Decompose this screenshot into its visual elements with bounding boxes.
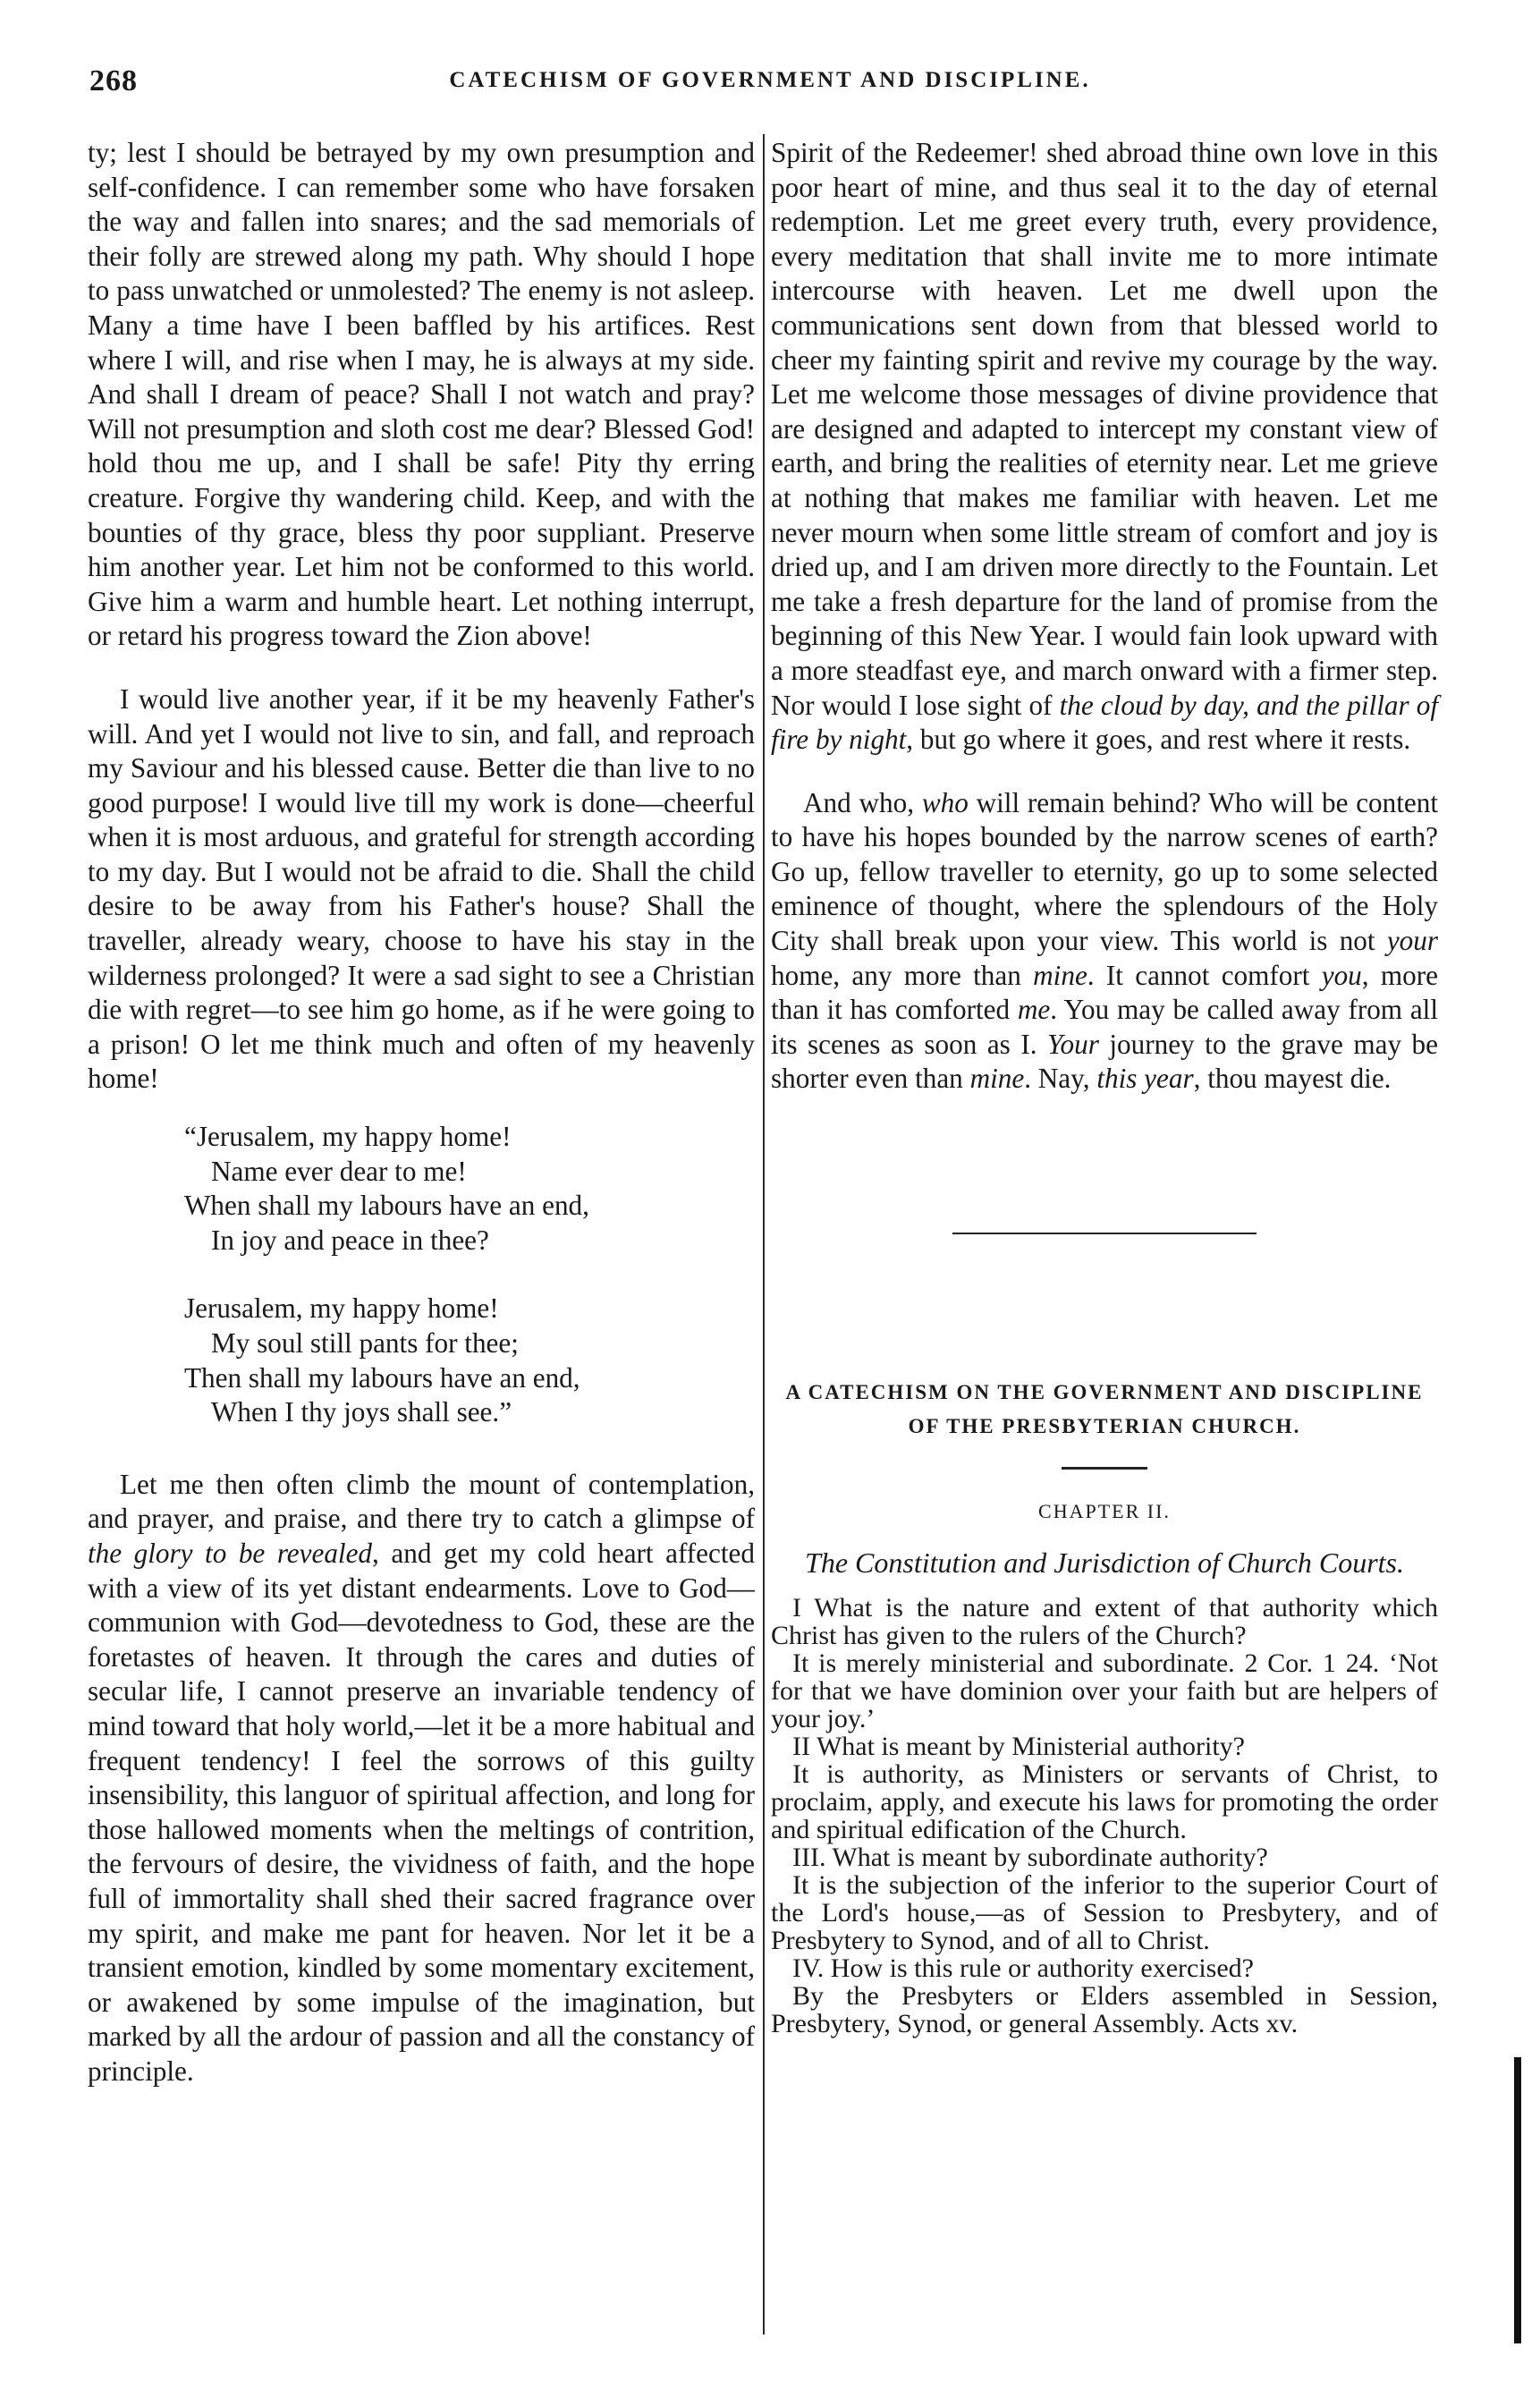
text-run: And who, [803, 786, 922, 818]
hymn-line: Jerusalem, my happy home! [184, 1292, 499, 1325]
text-run: . You may be called away from all its scenes as soon as I. [771, 994, 1439, 1060]
catechism-question: II What is meant by Ministerial authority? [792, 1732, 1245, 1762]
catechism-question: III. What is meant by subordinate authority? [792, 1843, 1268, 1873]
hymn-stanza-2 [184, 1292, 755, 1429]
catechism-question: I What is the nature and extent of that authority which Christ has given to the rulers of the Church? [771, 1593, 1438, 1651]
catechism-answer: It is authority, as Ministers or servants of Christ, to proclaim, apply, and execute his laws for promoting the order and spiritual edification of the Church. [771, 1759, 1438, 1845]
left-column [88, 136, 755, 2089]
emphasis: the glory to be revealed [88, 1537, 373, 1569]
chapter-subtitle: The Constitution and Jurisdiction of Church Courts. [805, 1546, 1404, 1579]
chapter-heading: CHAPTER II. [1038, 1500, 1171, 1523]
left-paragraph-2: I would live another year, if it be my heavenly Father's will. And yet I would not live to sin, and fall, and reproach my Saviour and his blessed cause. Better die than live to no good purpose! I would live till my work is done—cheerful when it is most arduous, and grateful for strength according to my day. But I would not be afraid to die. Shall the child desire to be away from his Father's house? Shall the traveller, already weary, choose to have his stay in the wilderness prolonged? It were a sad sight to see a Christian die with regret—to see him go home, as if he were going to a prison! O let me think much and often of my heavenly home! [88, 682, 755, 1095]
catechism-answer: It is the subjection of the inferior to the superior Court of the Lord's house,—as of Session to Presbytery, and of Presbytery to Synod, and of all to Christ. [771, 1870, 1438, 1956]
catechism-title [771, 1376, 1438, 1444]
text-run: , more than it has comforted [771, 959, 1438, 1026]
page-number: 268 [89, 64, 138, 97]
emphasis: me [1017, 994, 1051, 1026]
text-run: will remain behind? Who will be content to have his hopes bounded by the narrow scenes of earth? Go up, fellow traveller to eternity, go up to some selected eminence of thought, where the splendours of the Holy City shall break upon your view. This world is not [771, 786, 1439, 957]
catechism-title-line-2: OF THE PRESBYTERIAN CHURCH. [908, 1415, 1301, 1438]
text-run: , and get my cold heart affected with a view of its yet distant endearments. Love to God—communion with God—devotedness to God, these are the foretastes of heaven. It through the cares and duties of secular life, I cannot preserve an invariable tendency of mind toward that holy world,—let it be a more habitual and frequent tendency! I feel the sorrows of this guilty insensibility, this languor of spiritual affection, and long for those hallowed moments when the meltings of contrition, the fervours of desire, the vividness of faith, and the hope full of immortality shall shed their sacred fragrance over my spirit, and make me pant for heaven. Nor let it be a transient emotion, kindled by some momentary excitement, or awakened by some impulse of the imagination, but marked by all the ardour of passion and all the constancy of principle. [88, 1537, 755, 2087]
right-column [771, 136, 1438, 2038]
hymn-line: When I thy joys shall see.” [211, 1396, 512, 1428]
hymn-line: “Jerusalem, my happy home! [184, 1121, 512, 1153]
left-paragraph-3 [88, 1468, 755, 2089]
catechism-answer: It is merely ministerial and subordinate. 2 Cor. 1 24. ‘Not for that we have dominion over your faith but are helpers of your joy.’ [771, 1648, 1438, 1734]
emphasis: Your [1047, 1028, 1099, 1060]
text-run: . Nay, [1024, 1063, 1097, 1095]
emphasis: mine [1033, 959, 1087, 991]
hymn-line: In joy and peace in thee? [211, 1224, 489, 1256]
margin-mark [1514, 2057, 1521, 2343]
text-run: journey to the grave may be shorter even than [771, 1028, 1438, 1095]
section-rule [952, 1233, 1257, 1234]
hymn-line: When shall my labours have an end, [184, 1190, 589, 1222]
emphasis: this year [1096, 1063, 1194, 1095]
catechism-questions [771, 1594, 1438, 2038]
text-run: home, any more than [771, 959, 1034, 991]
hymn-stanza-1 [184, 1120, 755, 1258]
hymn-line: Name ever dear to me! [211, 1155, 467, 1187]
hymn-line: My soul still pants for thee; [211, 1327, 519, 1359]
running-head: CATECHISM OF GOVERNMENT AND DISCIPLINE. [449, 68, 1091, 92]
text-run: Let me then often climb the mount of contemplation, and prayer, and praise, and there try to catch a glimpse of [88, 1468, 755, 1535]
text-run: , but go where it goes, and rest where it rests. [906, 724, 1411, 756]
hymn-line: Then shall my labours have an end, [184, 1361, 580, 1394]
emphasis: the cloud by day, and the pillar of fire by night [771, 689, 1438, 756]
catechism-title-line-1: A CATECHISM ON THE GOVERNMENT AND DISCIPLINE [785, 1381, 1424, 1404]
text-run: , thou mayest die. [1193, 1063, 1392, 1095]
right-paragraph-1 [771, 136, 1438, 758]
emphasis: you [1321, 959, 1362, 991]
text-run: . It cannot comfort [1087, 959, 1322, 991]
column-divider [763, 134, 765, 2334]
short-rule [1062, 1467, 1147, 1470]
right-paragraph-2 [771, 786, 1438, 1097]
catechism-question: IV. How is this rule or authority exercised? [792, 1953, 1254, 1984]
catechism-answer: By the Presbyters or Elders assembled in Session, Presbytery, Synod, or general Assembly. Acts xv. [771, 1981, 1438, 2039]
emphasis: who [921, 786, 969, 818]
emphasis: your [1386, 925, 1438, 957]
left-paragraph-1: ty; lest I should be betrayed by my own presumption and self-confidence. I can remember some who have forsaken the way and fallen into snares; and the sad memorials of their folly are strewed along my path. Why should I hope to pass unwatched or unmolested? The enemy is not asleep. Many a time have I been baffled by his artifices. Rest where I will, and rise when I may, he is always at my side. And shall I dream of peace? Shall I not watch and pray? Will not presumption and sloth cost me dear? Blessed God! hold thou me up, and I shall be safe! Pity thy erring creature. Forgive thy wandering child. Keep, and with the bounties of thy grace, bless thy poor suppliant. Preserve him another year. Let him not be conformed to this world. Give him a warm and humble heart. Let nothing interrupt, or retard his progress toward the Zion above! [88, 137, 755, 652]
hymn-quotation [184, 1120, 755, 1430]
emphasis: mine [969, 1063, 1025, 1095]
text-run: Spirit of the Redeemer! shed abroad thine own love in this poor heart of mine, and thus seal it to the day of eternal redemption. Let me greet every truth, every providence, every meditation that shall invite me to more intimate intercourse with heaven. Let me dwell upon the communications sent down from that blessed world to cheer my fainting spirit and revive my courage by the way. Let me welcome those messages of divine providence that are designed and adapted to intercept my constant view of earth, and bring the realities of eternity near. Let me grieve at nothing that makes me familiar with heaven. Let me never mourn when some little stream of comfort and joy is dried up, and I am driven more directly to the Fountain. Let me take a fresh departure for the land of promise from the beginning of this New Year. I would fain look upward with a more steadfast eye, and march onward with a firmer step. Nor would I lose sight of [771, 137, 1438, 721]
